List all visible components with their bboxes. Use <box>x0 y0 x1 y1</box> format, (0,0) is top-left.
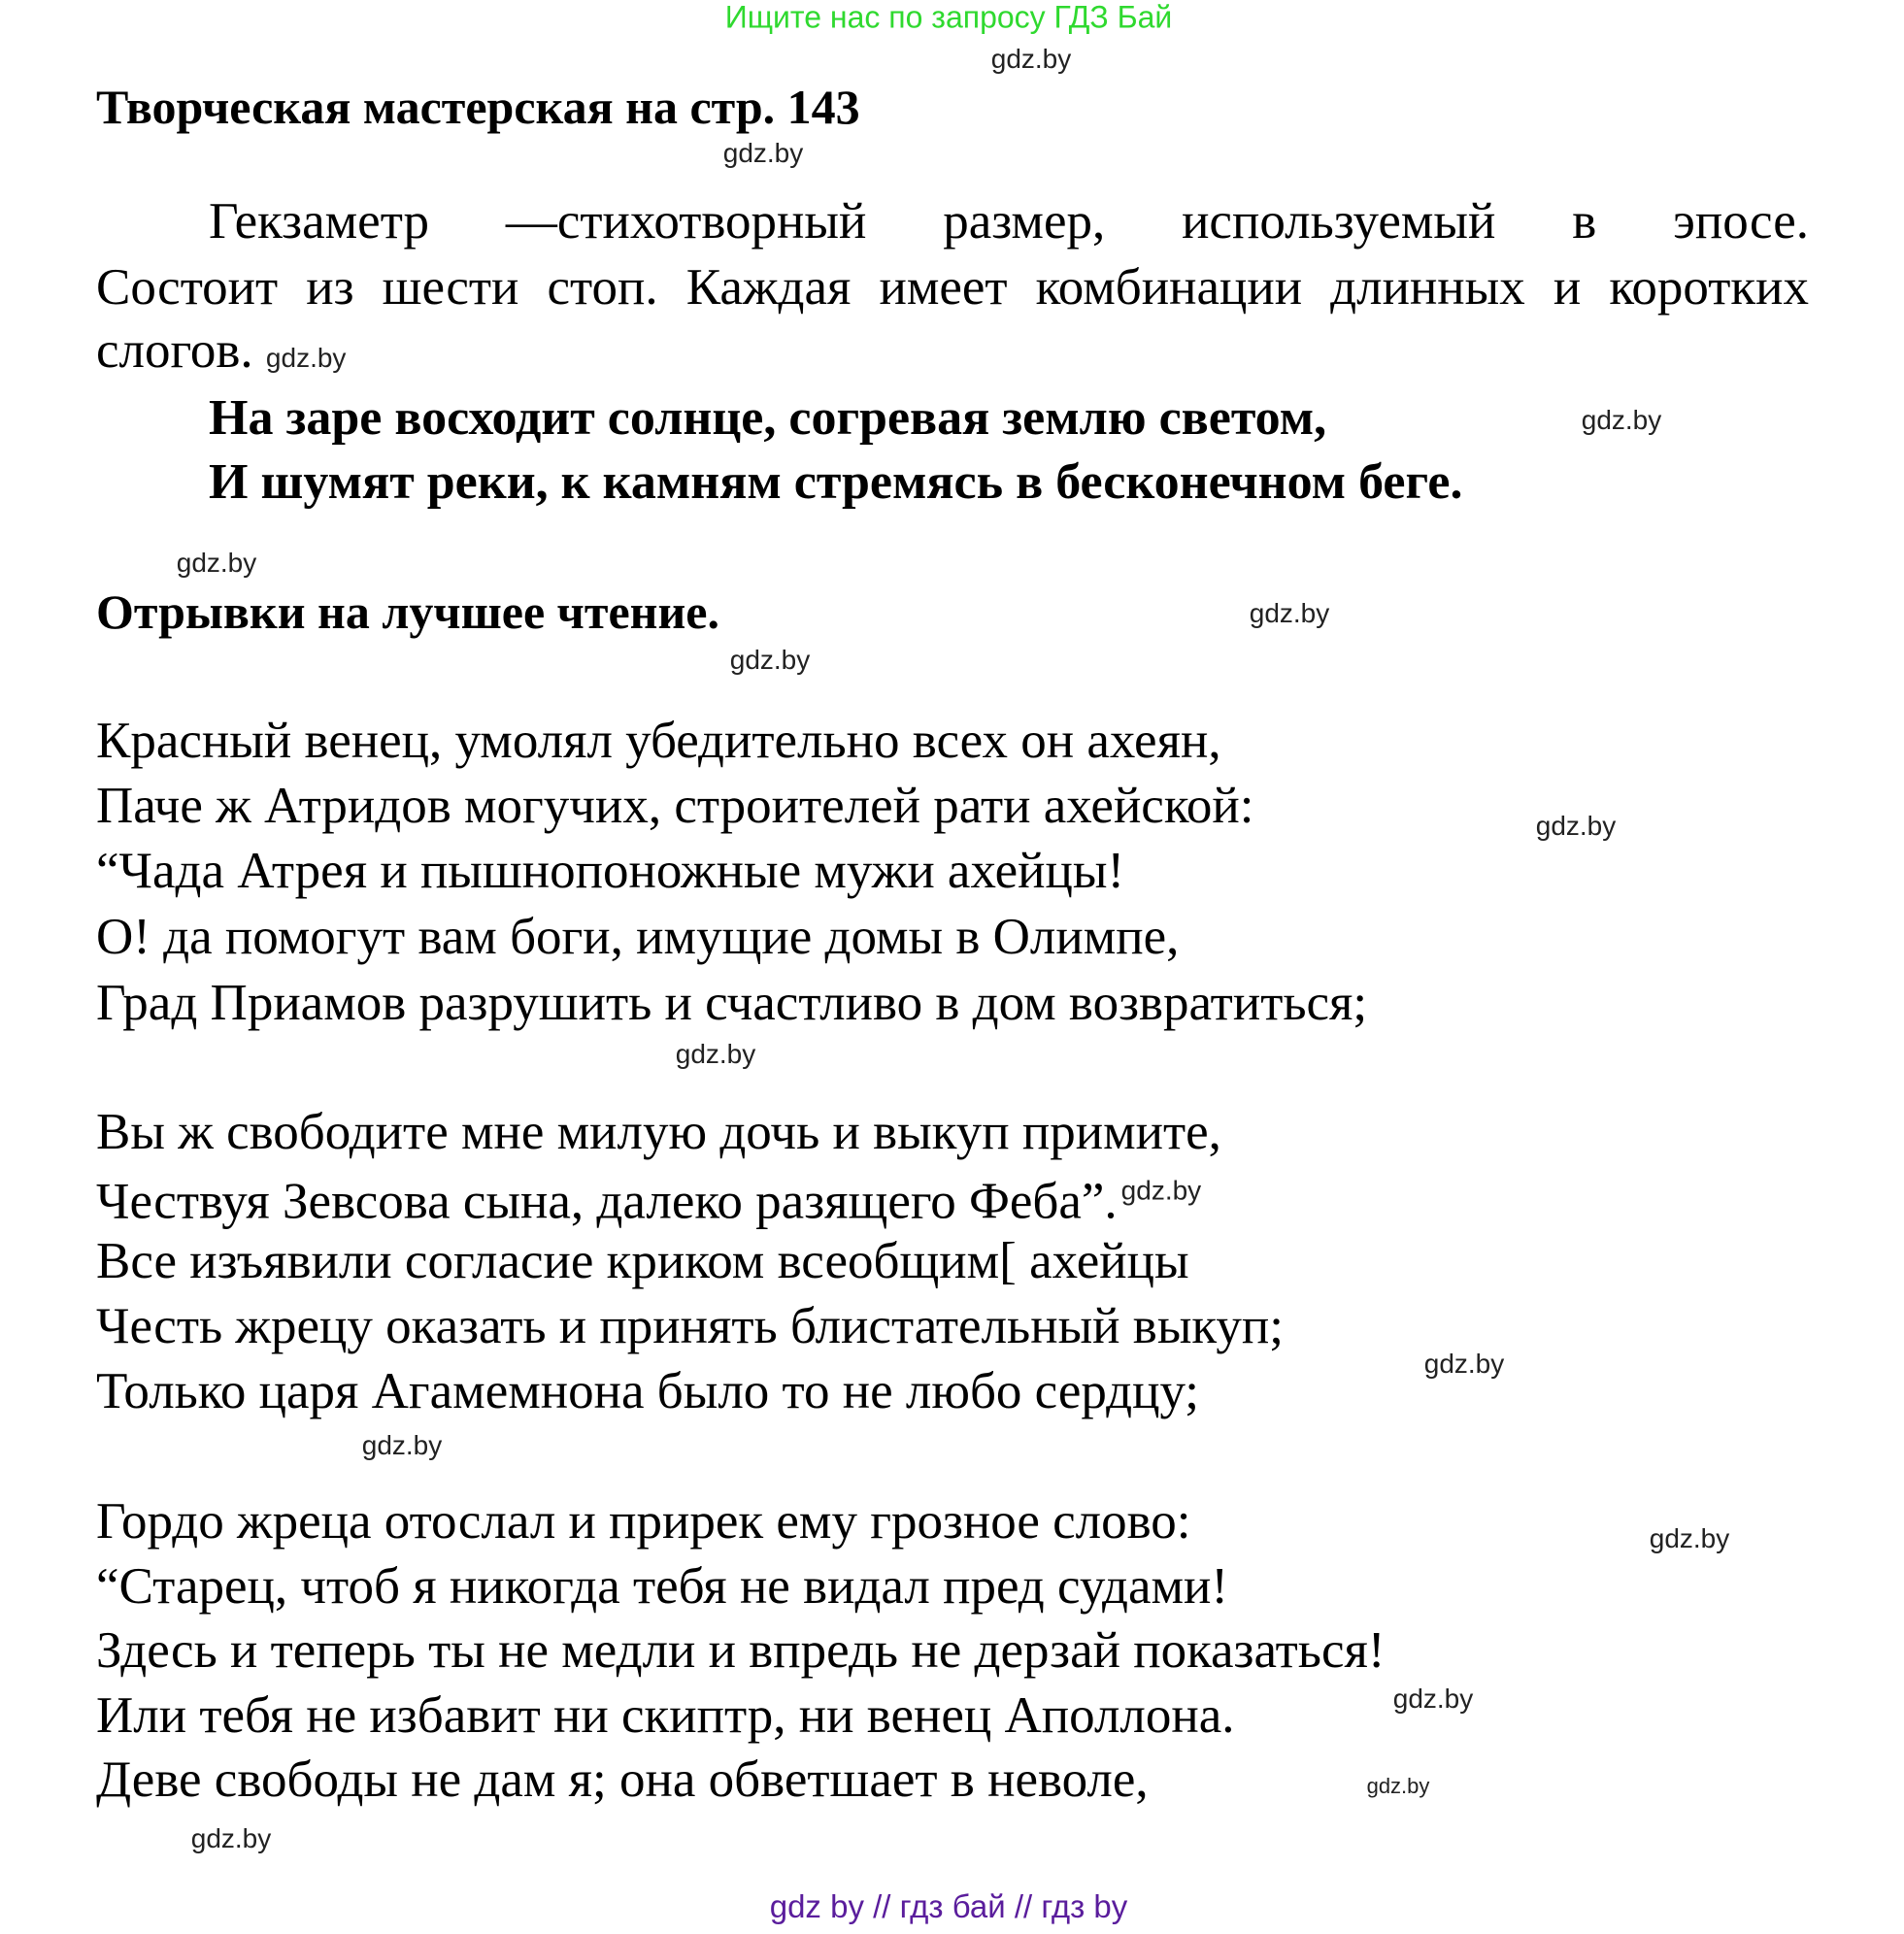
watermark: gdz.by <box>990 44 1072 74</box>
poem-line: Град Приамов разрушить и счастливо в дом возвратиться; <box>96 975 1368 1031</box>
poem-line: Только царя Агамемнона было то не любо сердцу; <box>96 1363 1200 1419</box>
poem-line: Гордо жреца отослал и прирек ему грозное слово: <box>96 1493 1191 1550</box>
poem-line: Деве свободы не дам я; она обветшает в неволе, <box>96 1751 1149 1808</box>
poem-line: Паче ж Атридов могучих, строителей рати ахейской: <box>96 778 1254 834</box>
poem-line: Здесь и теперь ты не медли и впредь не дерзай показаться! <box>96 1622 1386 1679</box>
watermark: gdz.by <box>176 548 257 578</box>
example-line-2: И шумят реки, к камням стремясь в бесконечном беге. <box>209 454 1463 510</box>
footer-links[interactable]: gdz by // гдз бай // гдз by <box>769 1888 1128 1924</box>
watermark: gdz.by <box>265 343 347 373</box>
poem-line: Вы ж свободите мне милую дочь и выкуп примите, <box>96 1104 1221 1160</box>
watermark: gdz.by <box>1120 1175 1202 1206</box>
watermark: gdz.by <box>1535 811 1617 841</box>
poem-line: Честь жрецу оказать и принять блистательный выкуп; <box>96 1298 1285 1354</box>
poem-line-text: Чествуя Зевсова сына, далеко разящего Феба”. <box>96 1173 1118 1230</box>
watermark: gdz.by <box>1649 1523 1730 1553</box>
poem-line <box>96 1158 1201 1235</box>
watermark: gdz.by <box>1249 598 1330 628</box>
watermark: gdz.by <box>1423 1349 1505 1379</box>
poem-line: Все изъявили согласие криком всеобщим[ ахейцы <box>96 1233 1189 1289</box>
watermark: gdz.by <box>1392 1684 1474 1714</box>
watermark: gdz.by <box>1366 1774 1430 1798</box>
intro-line-3 <box>96 317 346 391</box>
poem-line: Красный венец, умолял убедительно всех он ахеян, <box>96 713 1221 769</box>
poem-line: Или тебя не избавит ни скиптр, ни венец Аполлона. <box>96 1687 1235 1744</box>
poem-line: “Чада Атрея и пышнопоножные мужи ахейцы! <box>96 843 1125 899</box>
watermark: gdz.by <box>722 138 804 168</box>
intro-line-2: Состоит из шести стоп. Каждая имеет комбинации длинных и коротких <box>96 259 1809 316</box>
watermark: gdz.by <box>675 1039 756 1069</box>
section-title: Отрывки на лучшее чтение. <box>96 584 719 639</box>
example-line-1: На заре восходит солнце, согревая землю светом, <box>209 390 1327 446</box>
watermark: gdz.by <box>190 1823 272 1853</box>
intro-line-3-text: слогов. <box>96 322 253 379</box>
intro-line-1: Гекзаметр —стихотворный размер, используемый в эпосе. <box>209 193 1809 250</box>
header-banner[interactable]: Ищите нас по запросу ГДЗ Бай <box>724 0 1173 35</box>
page-title: Творческая мастерская на стр. 143 <box>96 80 860 134</box>
poem-line: “Старец, чтоб я никогда тебя не видал пред судами! <box>96 1558 1229 1615</box>
poem-line: О! да помогут вам боги, имущие домы в Олимпе, <box>96 909 1180 965</box>
watermark: gdz.by <box>729 645 811 675</box>
watermark: gdz.by <box>1581 405 1662 435</box>
watermark: gdz.by <box>361 1430 443 1460</box>
